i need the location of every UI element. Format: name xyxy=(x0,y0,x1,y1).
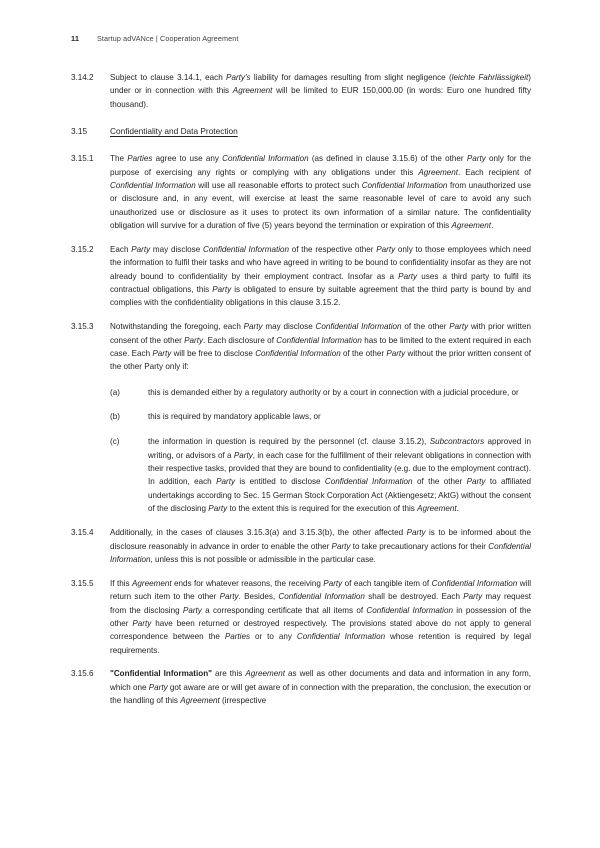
clause-text: Notwithstanding the foregoing, each Party may disclose Confidential Information of the other Party with prior written consent of the other Party. Each disclosure of Confidential Information has to be limited to the extent required in each case. Each Party will be free to disclose Confidential Information of the other Party without the prior written consent of the other Party only if: xyxy=(110,322,532,372)
clause-3-15-4 xyxy=(71,526,531,566)
clause-3-15-6 xyxy=(71,667,531,707)
clause-number: 3.15.3 xyxy=(71,322,94,332)
clause-number: 3.15.4 xyxy=(71,528,94,538)
clause-text: Subject to clause 3.14.1, each Party's liability for damages resulting from slight negligence (leichte Fahrlässigkeit) under or in connection with this Agreement will be limited to EUR 150,000.00 (in words: Euro one hundred fifty thousand). xyxy=(110,73,531,109)
section-title: Confidentiality and Data Protection xyxy=(110,126,238,137)
clause-number: 3.15.1 xyxy=(71,154,94,164)
sublist-letter: (c) xyxy=(110,437,120,447)
sublist-letter: (b) xyxy=(110,412,120,422)
clause-text: If this Agreement ends for whatever reasons, the receiving Party of each tangible item of Confidential Information will return such item to the other Party. Besides, Confidential Information shall be destroyed. Each Party may request from the disclosing Party a corresponding certificate that all items of Confidential Information in possession of the other Party have been returned or destroyed respectively. The provisions stated above do not apply to general correspondence between the Parties or to any Confidential Information whose retention is required by legal requirements. xyxy=(110,578,532,655)
clause-text: The Parties agree to use any Confidential Information (as defined in clause 3.15.6) of the other Party only for the purpose of exercising any rights or complying with any obligations under this Agreement. Each recipient of Confidential Information will use all reasonable efforts to protect such Confidential Information from unauthorized use or disclosure and, in any event, will exercise at least the same reasonable level of care to avoid any such unauthorized use or disclosure as it uses to protect its own information of a similar nature. The confidentiality obligation will survive for a duration of five (5) years beyond the termination or expiration of this Agreement. xyxy=(110,154,531,231)
clause-3-15-1 xyxy=(71,152,531,232)
clause-text: "Confidential Information" are this Agreement as well as other documents and data and information in any form, which one Party got aware are or will get aware of in connection with the preparation, the conclusion, the execution or the handling of this Agreement (irrespective xyxy=(110,669,531,706)
sublist-text: the information in question is required by the personnel (cf. clause 3.15.2), Subcontractors approved in writing, or advisors of a Party, in each case for the fulfillment of their relevant obligations in connection with their respective tasks, provided that they are bound to confidentiality (e.g. due to the employment contract). In addition, each Party is entitled to disclose Confidential Information of the other Party to affiliated undertakings according to Sec. 15 German Stock Corporation Act (Aktiengesetz; AktG) without the consent of the disclosing Party to the extent this is required for the execution of this Agreement. xyxy=(148,437,532,513)
section-heading-3-15 xyxy=(71,125,531,138)
clause-number: 3.15.5 xyxy=(71,578,94,588)
header-title: Startup adVANce | Cooperation Agreement xyxy=(97,34,239,43)
document-body xyxy=(71,71,531,707)
section-number: 3.15 xyxy=(71,126,88,137)
clause-number: 3.15.6 xyxy=(71,669,94,679)
clause-3-15-2 xyxy=(71,243,531,310)
sublist-item-b xyxy=(110,410,531,423)
clause-3-15-5 xyxy=(71,577,531,657)
sublist-letter: (a) xyxy=(110,387,120,397)
clause-3-15-3 xyxy=(71,320,531,373)
lettered-sublist xyxy=(71,386,531,516)
clause-3-14-2 xyxy=(71,71,531,111)
clause-text: Each Party may disclose Confidential Information of the respective other Party only to those employees which need the information to fulfil their tasks and who have agreed in writing to be bound to confidentiality insofar as they are not already bound to confidentiality by their employment contract. Insofar as a Party uses a third party to fulfil its contractual obligations, this Party is obligated to ensure by suitable agreement that the third party is bound by and complies with the confidentiality obligations in this clause 3.15.2. xyxy=(110,244,532,308)
clause-number: 3.15.2 xyxy=(71,244,94,254)
clause-number: 3.14.2 xyxy=(71,73,94,82)
sublist-text: this is required by mandatory applicable laws, or xyxy=(148,412,321,422)
page-number: 11 xyxy=(71,34,80,43)
sublist-text: this is demanded either by a regulatory authority or by a court in connection with a judicial procedure, or xyxy=(148,387,519,397)
document-header xyxy=(71,34,531,43)
sublist-item-a xyxy=(110,386,531,399)
sublist-item-c xyxy=(110,435,531,515)
clause-text: Additionally, in the cases of clauses 3.15.3(a) and 3.15.3(b), the other affected Party is to be informed about the disclosure reasonably in advance in order to enable the other Party to take precautionary actions for their Confidential Information, unless this is not possible or admissible in the particular case. xyxy=(110,528,531,564)
